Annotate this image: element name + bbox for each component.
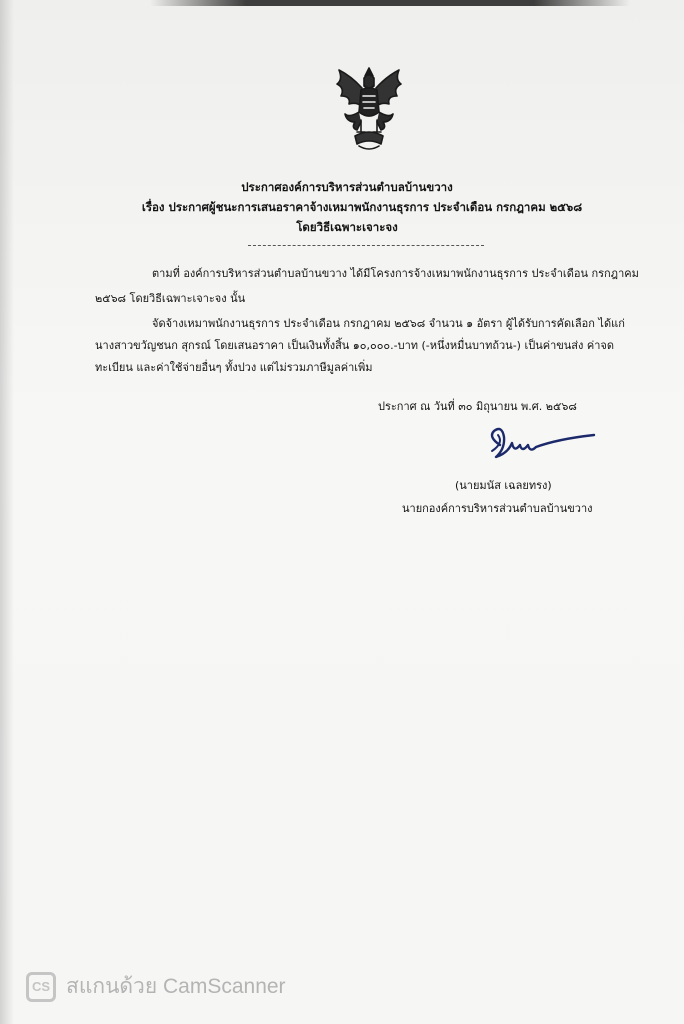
camscanner-logo-icon: CS (26, 972, 56, 1002)
announcement-subject: เรื่อง ประกาศผู้ชนะการเสนอราคาจ้างเหมาพนักงานธุรการ ประจำเดือน กรกฎาคม ๒๕๖๘ (141, 200, 583, 214)
paragraph-1-line-2: ๒๕๖๘ โดยวิธีเฉพาะเจาะจง นั้น (95, 292, 246, 305)
watermark-text: สแกนด้วย CamScanner (66, 975, 286, 998)
announcement-date: ประกาศ ณ วันที่ ๓๐ มิถุนายน พ.ศ. ๒๕๖๘ (378, 400, 577, 413)
announcement-title: ประกาศองค์การบริหารส่วนตำบลบ้านขวาง (241, 180, 453, 194)
scan-top-edge (150, 0, 630, 6)
handwritten-signature-icon (486, 423, 596, 465)
garuda-emblem-icon (331, 66, 407, 154)
page-edge-shadow (0, 0, 14, 1024)
title-divider (248, 245, 484, 246)
paragraph-2-line-2: นางสาวขวัญชนก สุกรณ์ โดยเสนอราคา เป็นเงินทั้งสิ้น ๑๐,๐๐๐.-บาท (-หนึ่งหมื่นบาทถ้วน-) เป็นค่าขนส่ง ค่าจด (95, 339, 615, 352)
signer-position: นายกองค์การบริหารส่วนตำบลบ้านขวาง (402, 502, 593, 515)
signer-name: (นายมนัส เฉลยทรง) (455, 479, 552, 492)
paragraph-2-line-1: จัดจ้างเหมาพนักงานธุรการ ประจำเดือน กรกฎาคม ๒๕๖๘ จำนวน ๑ อัตรา ผู้ได้รับการคัดเลือก ได้แก่ (152, 317, 625, 330)
paragraph-2-line-3: ทะเบียน และค่าใช้จ่ายอื่นๆ ทั้งปวง แต่ไม่รวมภาษีมูลค่าเพิ่ม (95, 361, 373, 374)
paragraph-1-line-1: ตามที่ องค์การบริหารส่วนตำบลบ้านขวาง ได้มีโครงการจ้างเหมาพนักงานธุรการ ประจำเดือน กรกฎาคม (152, 267, 639, 280)
camscanner-watermark (26, 970, 286, 1003)
procurement-method: โดยวิธีเฉพาะเจาะจง (296, 220, 398, 234)
